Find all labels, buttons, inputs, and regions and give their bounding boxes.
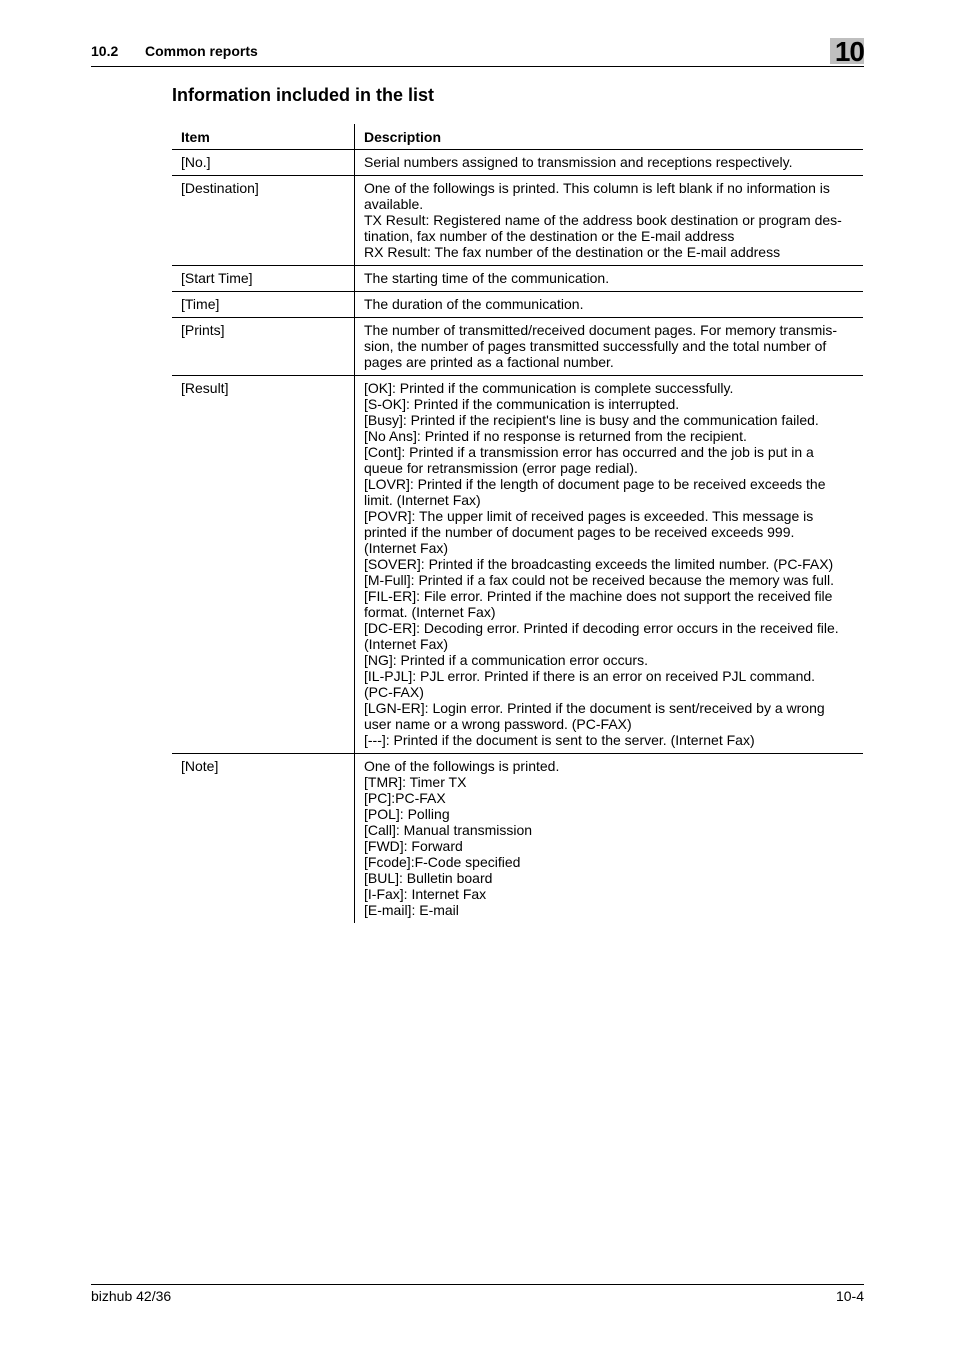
description-line: [DC-ER]: Decoding error. Printed if decoding error occurs in the received file.: [364, 620, 839, 636]
description-line: (Internet Fax): [364, 540, 449, 556]
description-line: The number of transmitted/received document pages. For memory transmis-: [364, 322, 838, 338]
description-line: [SOVER]: Printed if the broadcasting exceeds the limited number. (PC-FAX): [364, 556, 834, 572]
description-line: [Busy]: Printed if the recipient's line is busy and the communication failed.: [364, 412, 819, 428]
table-row: [172, 176, 863, 266]
description-line: printed if the number of document pages to be received exceeds 999.: [364, 524, 795, 540]
description-line: available.: [364, 196, 424, 212]
description-line: [OK]: Printed if the communication is complete successfully.: [364, 380, 734, 396]
description-line: [M-Full]: Printed if a fax could not be received because the memory was full.: [364, 572, 834, 588]
description-line: [POL]: Polling: [364, 806, 450, 822]
description-cell: [355, 176, 864, 266]
description-line: [IL-PJL]: PJL error. Printed if there is an error on received PJL command.: [364, 668, 816, 684]
description-cell: [355, 292, 864, 318]
description-line: One of the followings is printed.: [364, 758, 560, 774]
section-title: Common reports: [145, 43, 258, 59]
table-row: [172, 150, 863, 176]
description-line: queue for retransmission (error page redial).: [364, 460, 638, 476]
description-line: [Cont]: Printed if a transmission error has occurred and the job is put in a: [364, 444, 814, 460]
description-line: One of the followings is printed. This column is left blank if no information is: [364, 180, 830, 196]
description-line: limit. (Internet Fax): [364, 492, 481, 508]
table-row: [172, 318, 863, 376]
description-line: Serial numbers assigned to transmission and receptions respectively.: [364, 154, 793, 170]
chapter-number: 10: [834, 36, 864, 67]
item-cell: [Destination]: [172, 176, 355, 266]
description-cell: [355, 376, 864, 754]
description-cell: [355, 754, 864, 924]
description-line: [Fcode]:F-Code specified: [364, 854, 521, 870]
description-line: RX Result: The fax number of the destination or the E-mail address: [364, 244, 781, 260]
description-line: [FIL-ER]: File error. Printed if the machine does not support the received file: [364, 588, 833, 604]
description-line: The starting time of the communication.: [364, 270, 610, 286]
description-line: [NG]: Printed if a communication error occurs.: [364, 652, 648, 668]
description-line: The duration of the communication.: [364, 296, 584, 312]
page-header: [91, 36, 864, 67]
description-line: [S-OK]: Printed if the communication is interrupted.: [364, 396, 680, 412]
description-line: tination, fax number of the destination or the E-mail address: [364, 228, 735, 244]
description-line: [I-Fax]: Internet Fax: [364, 886, 487, 902]
item-cell: [Result]: [172, 376, 355, 754]
description-cell: [355, 318, 864, 376]
column-header-item: Item: [172, 124, 355, 150]
page-heading: Information included in the list: [172, 85, 435, 105]
item-cell: [Start Time]: [172, 266, 355, 292]
description-line: [Call]: Manual transmission: [364, 822, 533, 838]
description-line: [TMR]: Timer TX: [364, 774, 467, 790]
description-line: [---]: Printed if the document is sent to the server. (Internet Fax): [364, 732, 755, 748]
description-line: [PC]:PC-FAX: [364, 790, 446, 806]
table-header-row: [172, 124, 863, 150]
description-line: [No Ans]: Printed if no response is returned from the recipient.: [364, 428, 747, 444]
table-row: [172, 266, 863, 292]
column-header-description: Description: [355, 124, 864, 150]
description-line: pages are printed as a factional number.: [364, 354, 614, 370]
table-row: [172, 754, 863, 924]
description-line: [LOVR]: Printed if the length of document page to be received exceeds the: [364, 476, 826, 492]
item-cell: [Time]: [172, 292, 355, 318]
description-line: [POVR]: The upper limit of received pages is exceeded. This message is: [364, 508, 814, 524]
description-line: (PC-FAX): [364, 684, 424, 700]
description-line: user name or a wrong password. (PC-FAX): [364, 716, 632, 732]
table-row: [172, 292, 863, 318]
description-line: [FWD]: Forward: [364, 838, 463, 854]
section-number: 10.2: [91, 43, 119, 59]
description-line: format. (Internet Fax): [364, 604, 496, 620]
information-table: [172, 124, 863, 923]
description-cell: [355, 266, 864, 292]
description-line: [BUL]: Bulletin board: [364, 870, 493, 886]
page-footer: [91, 1284, 864, 1304]
description-line: [E-mail]: E-mail: [364, 902, 459, 918]
description-cell: [355, 150, 864, 176]
description-line: TX Result: Registered name of the address book destination or program des-: [364, 212, 842, 228]
description-line: [LGN-ER]: Login error. Printed if the document is sent/received by a wrong: [364, 700, 825, 716]
footer-model-name: bizhub 42/36: [91, 1288, 172, 1304]
footer-page-number: 10-4: [835, 1288, 864, 1304]
item-cell: [Note]: [172, 754, 355, 924]
table-row: [172, 376, 863, 754]
description-line: (Internet Fax): [364, 636, 449, 652]
item-cell: [No.]: [172, 150, 355, 176]
item-cell: [Prints]: [172, 318, 355, 376]
description-line: sion, the number of pages transmitted successfully and the total number of: [364, 338, 827, 354]
table-body: [172, 150, 863, 924]
